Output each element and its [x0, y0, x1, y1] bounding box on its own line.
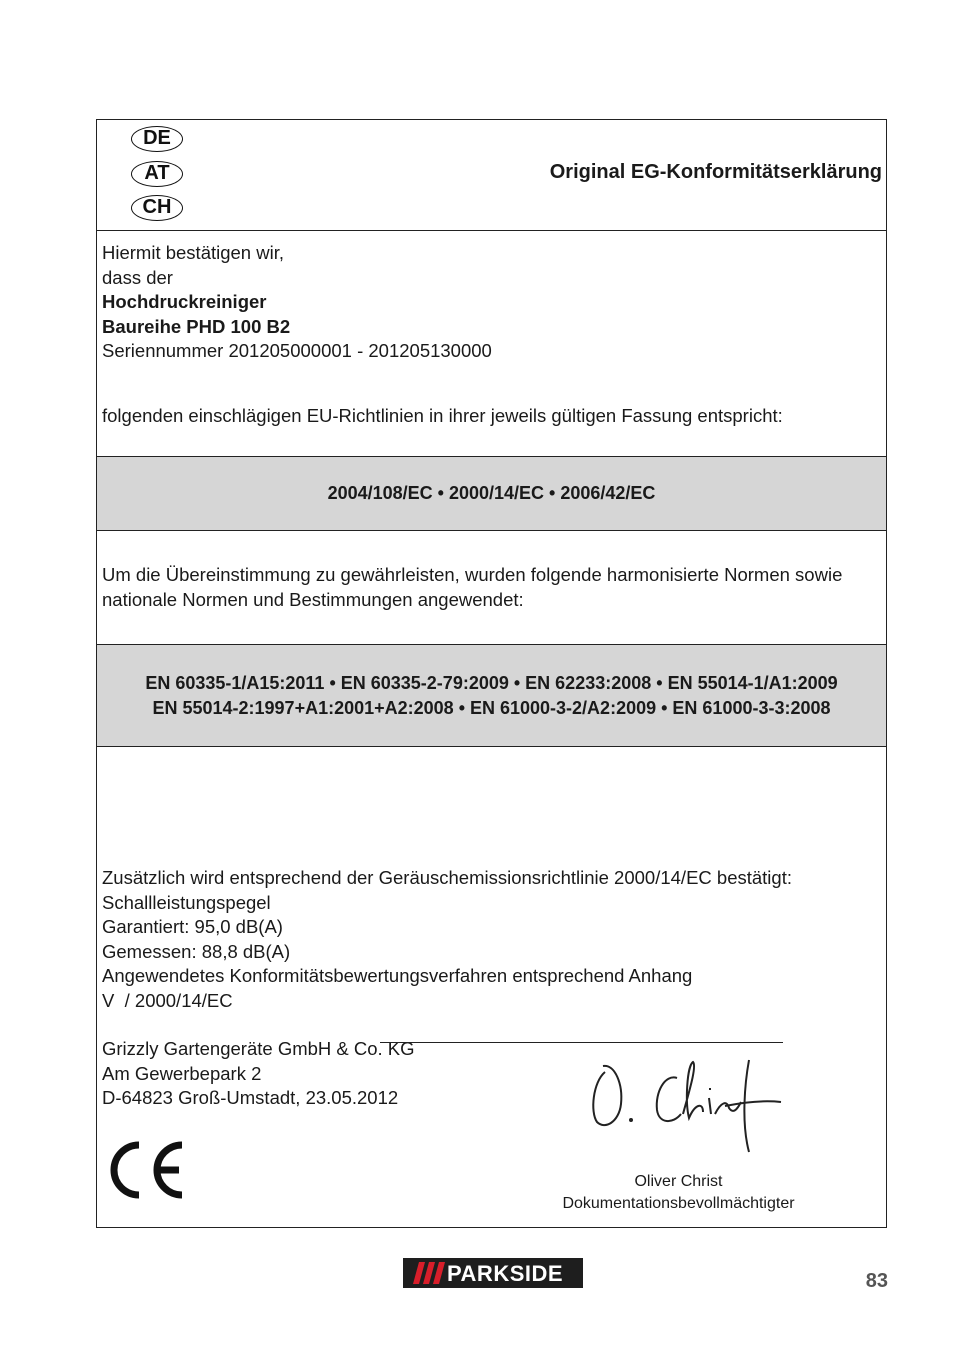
product-name: Hochdruckreiniger — [102, 291, 267, 312]
company-city-date: D-64823 Groß-Umstadt, 23.05.2012 — [102, 1087, 399, 1108]
declaration-frame — [96, 119, 887, 1228]
brand-name: PARKSIDE — [447, 1261, 564, 1286]
sound-power-level-label: Schallleistungspegel — [102, 891, 271, 913]
standards-section — [97, 644, 886, 746]
country-badge-at: AT — [131, 161, 183, 187]
details-section — [97, 746, 886, 1229]
directives-list: 2004/108/EC • 2000/14/EC • 2006/42/EC — [327, 483, 656, 503]
page-number: 83 — [865, 1270, 888, 1292]
annex-reference: V / 2000/14/EC — [102, 989, 233, 1011]
directives-section — [97, 456, 886, 530]
country-badge-de: DE — [131, 126, 183, 152]
guaranteed-level: Garantiert: 95,0 dB(A) — [102, 916, 283, 937]
standards-intro-line-1: Um die Übereinstimmung zu gewährleisten, wurden folgende harmonisierte Normen sowie — [102, 564, 843, 585]
company-name: Grizzly Gartengeräte GmbH & Co. KG — [102, 1038, 415, 1059]
ce-mark-icon — [103, 1135, 185, 1205]
company-street: Am Gewerbepark 2 — [102, 1062, 262, 1084]
document-title: Original EG-Konformitätserklärung — [549, 161, 882, 183]
header-section — [97, 120, 886, 230]
intro-line-2: dass der — [102, 266, 173, 288]
standards-line-2: EN 55014-2:1997+A1:2001+A2:2008 • EN 61000-3-2/A2:2009 • EN 61000-3-3:2008 — [152, 698, 831, 718]
stripes-icon — [407, 1262, 445, 1284]
handwritten-signature — [585, 1052, 785, 1157]
signatory-name: Oliver Christ — [634, 1173, 723, 1190]
signatory-role: Dokumentationsbevollmächtigter — [562, 1195, 795, 1212]
serial-number: Seriennummer 201205000001 - 201205130000 — [102, 340, 492, 361]
standards-intro-line-2: nationale Normen und Bestimmungen angewendet: — [102, 589, 524, 610]
measured-level: Gemessen: 88,8 dB(A) — [102, 940, 291, 962]
noise-statement: Zusätzlich wird entsprechend der Geräuschemissionsrichtlinie 2000/14/EC bestätigt: — [102, 867, 792, 888]
intro-section — [97, 230, 886, 456]
product-series: Baureihe PHD 100 B2 — [102, 315, 291, 337]
intro-line-1: Hiermit bestätigen wir, — [102, 242, 284, 263]
standards-line-1: EN 60335-1/A15:2011 • EN 60335-2-79:2009 • EN 62233:2008 • EN 55014-1/A1:2009 — [145, 673, 838, 693]
signature-line — [380, 1042, 783, 1043]
standards-intro-section — [97, 530, 886, 644]
country-badge-ch: CH — [131, 195, 183, 221]
parkside-logo — [403, 1258, 583, 1288]
conformity-statement: folgenden einschlägigen EU-Richtlinien in ihrer jeweils gültigen Fassung entspricht: — [102, 405, 783, 426]
assessment-procedure: Angewendetes Konformitätsbewertungsverfahren entsprechend Anhang — [102, 965, 693, 986]
